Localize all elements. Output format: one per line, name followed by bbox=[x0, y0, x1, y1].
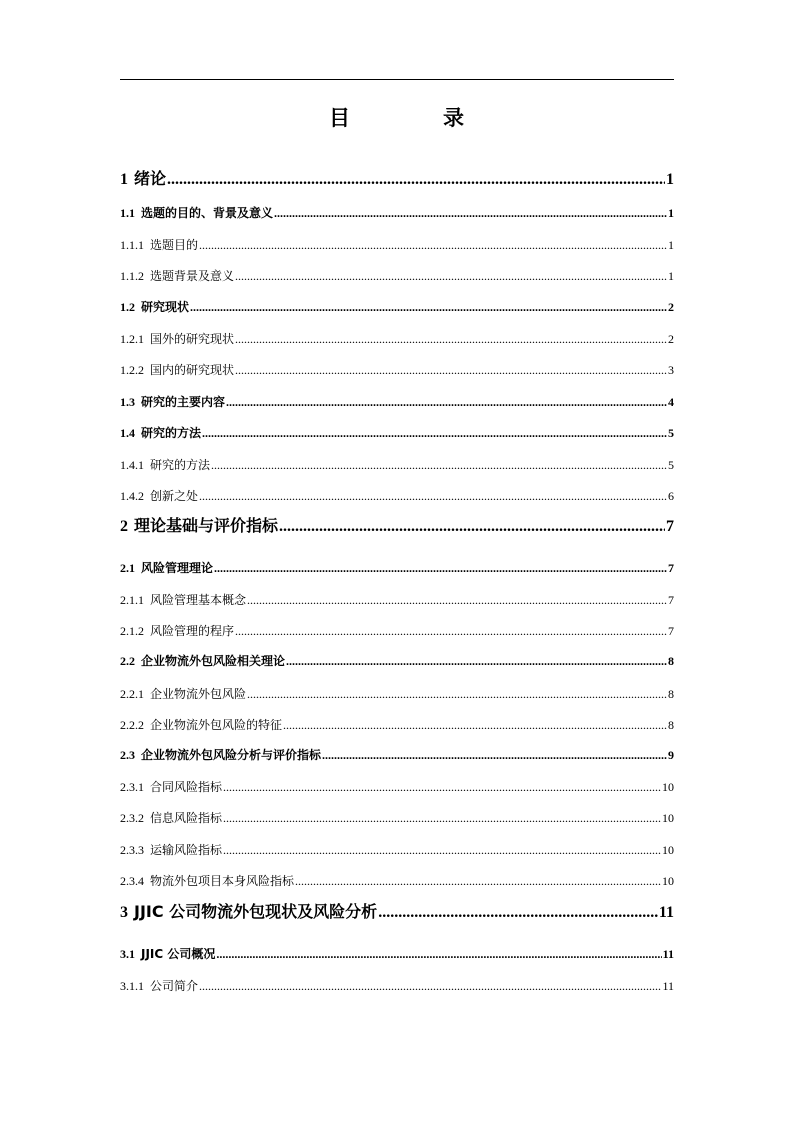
toc-entry-number: 2.1.1 bbox=[120, 593, 144, 607]
toc-entry-text: 理论基础与评价指标 bbox=[134, 516, 279, 535]
toc-entry-text: 选题目的 bbox=[150, 238, 199, 252]
toc-dot-leader bbox=[167, 171, 665, 189]
toc-entry-text: 研究的主要内容 bbox=[141, 395, 226, 409]
toc-entry[interactable] bbox=[120, 591, 674, 608]
toc-entry[interactable] bbox=[120, 841, 674, 858]
toc-entry-number: 1 bbox=[120, 171, 128, 188]
toc-entry-number: 1.1 bbox=[120, 206, 135, 220]
toc-entry[interactable] bbox=[120, 393, 674, 410]
toc-entry-label bbox=[120, 841, 222, 858]
toc-entry[interactable] bbox=[120, 809, 674, 826]
toc-entry-label bbox=[120, 591, 246, 608]
toc-dot-leader bbox=[295, 874, 661, 889]
toc-dot-leader bbox=[274, 206, 667, 221]
toc-dot-leader bbox=[214, 561, 667, 576]
toc-entry-text: JJIC 公司概况 bbox=[141, 947, 216, 961]
toc-entry-label bbox=[120, 559, 213, 576]
toc-dot-leader bbox=[216, 947, 661, 962]
toc-entry-number: 2.1 bbox=[120, 561, 135, 575]
toc-entry-number: 3.1.1 bbox=[120, 979, 144, 993]
toc-entry-page: 11 bbox=[658, 904, 674, 921]
toc-dot-leader bbox=[235, 363, 667, 378]
toc-entry-label bbox=[120, 393, 225, 410]
toc-entry-label bbox=[120, 456, 210, 473]
toc-entry-page: 10 bbox=[662, 843, 674, 857]
toc-entry-number: 2.3 bbox=[120, 748, 135, 762]
toc-entry[interactable] bbox=[120, 487, 674, 504]
toc-dot-leader bbox=[223, 811, 661, 826]
toc-entry-number: 2.3.3 bbox=[120, 843, 144, 857]
toc-dot-leader bbox=[247, 687, 667, 702]
toc-entry-number: 1.2 bbox=[120, 300, 135, 314]
header-rule bbox=[120, 79, 674, 80]
toc-entry[interactable] bbox=[120, 424, 674, 441]
toc-entry-label bbox=[120, 204, 273, 221]
toc-entry-page: 5 bbox=[668, 426, 674, 440]
toc-entry-page: 7 bbox=[668, 593, 674, 607]
toc-entry[interactable] bbox=[120, 899, 674, 922]
toc-dot-leader bbox=[202, 426, 667, 441]
toc-entry[interactable] bbox=[120, 361, 674, 378]
toc-title: 目 录 bbox=[329, 106, 500, 130]
toc-entry-text: 研究现状 bbox=[141, 300, 190, 314]
toc-entry-label bbox=[120, 236, 198, 253]
toc-entry-text: 合同风险指标 bbox=[150, 780, 223, 794]
toc-dot-leader bbox=[199, 979, 661, 994]
toc-entry-text: 选题的目的、背景及意义 bbox=[141, 206, 274, 220]
toc-entry-page: 1 bbox=[668, 269, 674, 283]
toc-entry[interactable] bbox=[120, 204, 674, 221]
toc-entry-number: 3.1 bbox=[120, 947, 135, 961]
toc-entry-page: 1 bbox=[666, 171, 674, 188]
toc-entry-number: 1.3 bbox=[120, 395, 135, 409]
toc-entry-label bbox=[120, 166, 166, 189]
toc-dot-leader bbox=[235, 269, 667, 284]
toc-entry-text: JJIC 公司物流外包现状及风险分析 bbox=[134, 902, 378, 921]
toc-dot-leader bbox=[235, 332, 667, 347]
toc-entry-text: 企业物流外包风险分析与评价指标 bbox=[141, 748, 322, 762]
toc-entry[interactable] bbox=[120, 513, 674, 536]
toc-entry[interactable] bbox=[120, 456, 674, 473]
toc-entry-text: 创新之处 bbox=[150, 489, 199, 503]
toc-entry-page: 1 bbox=[668, 238, 674, 252]
toc-entry[interactable] bbox=[120, 685, 674, 702]
toc-entry-label bbox=[120, 809, 222, 826]
toc-dot-leader bbox=[247, 593, 667, 608]
toc-entry[interactable] bbox=[120, 872, 674, 889]
toc-entry-number: 2.3.1 bbox=[120, 780, 144, 794]
toc-entry-text: 公司简介 bbox=[150, 979, 199, 993]
toc-entry-number: 1.4.2 bbox=[120, 489, 144, 503]
toc-entry-number: 2.2.1 bbox=[120, 687, 144, 701]
toc-entry-text: 研究的方法 bbox=[141, 426, 202, 440]
toc-entry-text: 绪论 bbox=[134, 169, 167, 188]
toc-entry-number: 2.3.2 bbox=[120, 811, 144, 825]
toc-entry-text: 企业物流外包风险 bbox=[150, 687, 247, 701]
toc-entry[interactable] bbox=[120, 716, 674, 733]
toc-entry-page: 8 bbox=[668, 654, 674, 668]
toc-entry-number: 2 bbox=[120, 518, 128, 535]
toc-dot-leader bbox=[235, 624, 667, 639]
toc-entry-page: 11 bbox=[662, 979, 674, 993]
toc-entry-page: 10 bbox=[662, 874, 674, 888]
toc-entry-page: 9 bbox=[668, 748, 674, 762]
toc-entry-page: 4 bbox=[668, 395, 674, 409]
toc-entry-page: 10 bbox=[662, 780, 674, 794]
toc-entry-label bbox=[120, 487, 198, 504]
toc-entry-label bbox=[120, 622, 234, 639]
toc-entry-text: 信息风险指标 bbox=[150, 811, 223, 825]
toc-entry-page: 11 bbox=[662, 947, 674, 961]
toc-dot-leader bbox=[199, 238, 667, 253]
toc-entry-page: 6 bbox=[668, 489, 674, 503]
toc-entry[interactable] bbox=[120, 166, 674, 189]
toc-entry-number: 1.4 bbox=[120, 426, 135, 440]
toc-entry-label bbox=[120, 977, 198, 994]
toc-entry-page: 2 bbox=[668, 332, 674, 346]
toc-entry-number: 2.2.2 bbox=[120, 718, 144, 732]
toc-entry[interactable] bbox=[120, 622, 674, 639]
toc-entry[interactable] bbox=[120, 652, 674, 669]
toc-dot-leader bbox=[190, 300, 667, 315]
toc-entry[interactable] bbox=[120, 330, 674, 347]
toc-dot-leader bbox=[283, 718, 667, 733]
toc-entry-label bbox=[120, 267, 234, 284]
toc-entry-label bbox=[120, 513, 278, 536]
toc-entry-label bbox=[120, 652, 285, 669]
toc-entry-page: 8 bbox=[668, 718, 674, 732]
toc-entry-text: 风险管理的程序 bbox=[150, 624, 235, 638]
toc-entry[interactable] bbox=[120, 559, 674, 576]
toc-entry[interactable] bbox=[120, 298, 674, 315]
toc-entry-label bbox=[120, 778, 222, 795]
toc-entry-text: 企业物流外包风险相关理论 bbox=[141, 654, 286, 668]
toc-entry-text: 风险管理理论 bbox=[141, 561, 214, 575]
toc-entry-label bbox=[120, 945, 215, 962]
toc-entry-page: 3 bbox=[668, 363, 674, 377]
toc-entry-text: 国内的研究现状 bbox=[150, 363, 235, 377]
toc-entry-number: 2.2 bbox=[120, 654, 135, 668]
toc-dot-leader bbox=[223, 843, 661, 858]
toc-dot-leader bbox=[223, 780, 661, 795]
toc-entry-label bbox=[120, 361, 234, 378]
toc-entry-number: 1.2.1 bbox=[120, 332, 144, 346]
toc-entry[interactable] bbox=[120, 778, 674, 795]
toc-dot-leader bbox=[226, 395, 667, 410]
toc-dot-leader bbox=[199, 489, 667, 504]
toc-entry[interactable] bbox=[120, 746, 674, 763]
toc-entry-page: 7 bbox=[666, 518, 674, 535]
toc-entry-page: 5 bbox=[668, 458, 674, 472]
toc-entry-number: 1.2.2 bbox=[120, 363, 144, 377]
toc-entry-page: 1 bbox=[668, 206, 674, 220]
toc-entry-page: 7 bbox=[668, 561, 674, 575]
toc-dot-leader bbox=[378, 904, 658, 922]
toc-entry-number: 2.1.2 bbox=[120, 624, 144, 638]
toc-entry[interactable] bbox=[120, 267, 674, 284]
toc-entry-label bbox=[120, 685, 246, 702]
toc-dot-leader bbox=[286, 654, 667, 669]
toc-entry-page: 2 bbox=[668, 300, 674, 314]
toc-entry-text: 国外的研究现状 bbox=[150, 332, 235, 346]
toc-entry-page: 7 bbox=[668, 624, 674, 638]
toc-entry-page: 8 bbox=[668, 687, 674, 701]
toc-entry-label bbox=[120, 716, 282, 733]
toc-entry-label bbox=[120, 746, 321, 763]
toc-entry-text: 研究的方法 bbox=[150, 458, 211, 472]
toc-entry-number: 2.3.4 bbox=[120, 874, 144, 888]
toc-entry-number: 1.4.1 bbox=[120, 458, 144, 472]
toc-dot-leader bbox=[279, 518, 665, 536]
toc-entry-label bbox=[120, 899, 377, 922]
toc-entry-text: 运输风险指标 bbox=[150, 843, 223, 857]
toc-entry-number: 3 bbox=[120, 904, 128, 921]
toc-entry[interactable] bbox=[120, 236, 674, 253]
toc-entry-text: 物流外包项目本身风险指标 bbox=[150, 874, 295, 888]
toc-entry-text: 风险管理基本概念 bbox=[150, 593, 247, 607]
toc-entry-page: 10 bbox=[662, 811, 674, 825]
toc-entry-text: 企业物流外包风险的特征 bbox=[150, 718, 283, 732]
toc-entry[interactable] bbox=[120, 945, 674, 962]
toc-dot-leader bbox=[322, 748, 667, 763]
toc-entry-label bbox=[120, 298, 189, 315]
toc-entry-label bbox=[120, 330, 234, 347]
toc-entry-number: 1.1.1 bbox=[120, 238, 144, 252]
toc-entry-number: 1.1.2 bbox=[120, 269, 144, 283]
toc-dot-leader bbox=[211, 458, 667, 473]
toc-entry-label bbox=[120, 872, 294, 889]
toc-entry-label bbox=[120, 424, 201, 441]
toc-entry[interactable] bbox=[120, 977, 674, 994]
toc-entry-text: 选题背景及意义 bbox=[150, 269, 235, 283]
